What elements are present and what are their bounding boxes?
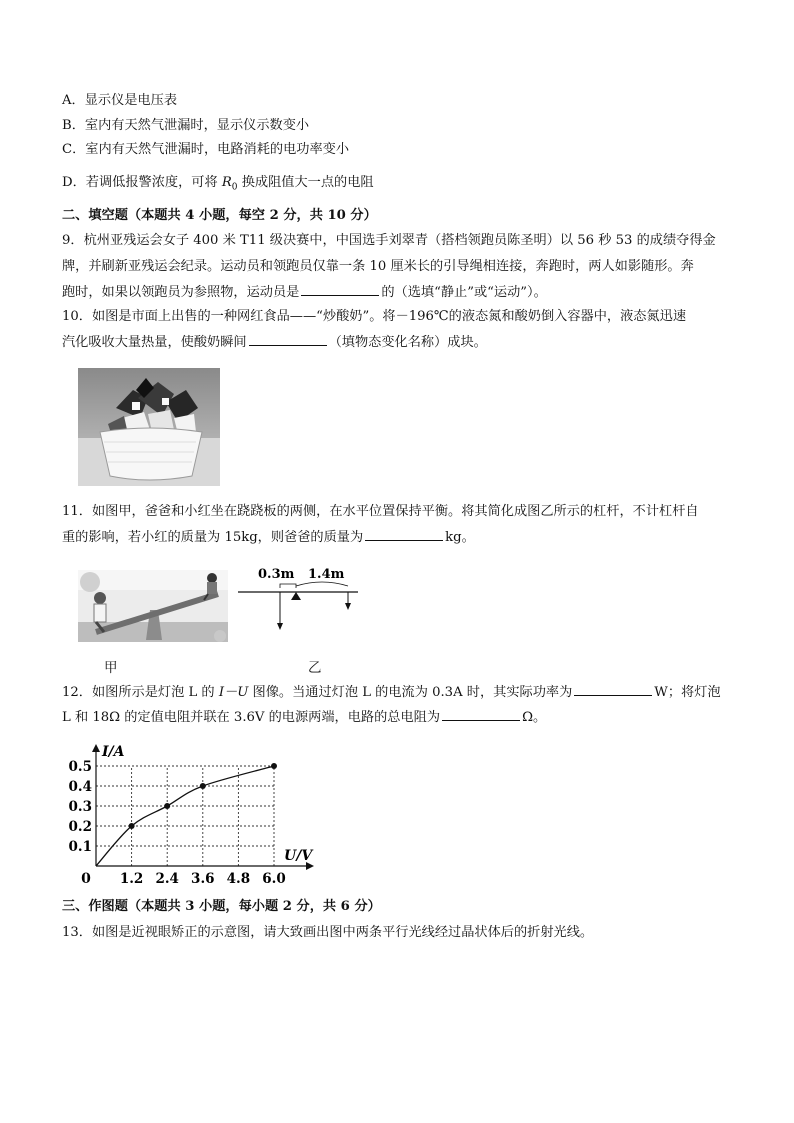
option-d-subscript: 0 <box>231 182 238 193</box>
lever-diagram <box>230 562 370 634</box>
q12-resistance-blank[interactable] <box>442 708 520 721</box>
x-tick-label: 4.8 <box>226 871 251 886</box>
y-tick-label: 0.1 <box>68 839 92 855</box>
figure-yi-caption: 乙 <box>308 660 322 676</box>
q11-line-2-post: kg。 <box>445 530 475 545</box>
option-c: C．室内有天然气泄漏时，电路消耗的电功率变小 <box>62 142 350 157</box>
option-b: B．室内有天然气泄漏时，显示仪示数变小 <box>62 118 310 133</box>
x-tick-label: 1.2 <box>119 871 144 886</box>
chart-grid <box>96 766 274 866</box>
q10-line-2-post: （填物态变化名称）成块。 <box>328 335 487 350</box>
y-axis-label: I/A <box>102 744 125 760</box>
q11-line-1: 11．如图甲，爸爸和小红坐在跷跷板的两侧，在水平位置保持平衡。将其简化成图乙所示的杠杆，不计杠杆自 <box>62 504 699 519</box>
option-a: A．显示仪是电压表 <box>62 93 178 108</box>
q9-line-3 <box>62 283 547 302</box>
q12-line-1-post: W；将灯泡 <box>654 685 721 700</box>
q10-line-2 <box>62 333 487 352</box>
data-point <box>164 803 170 809</box>
left-span-bracket <box>280 584 296 588</box>
figure-jia-caption: 甲 <box>104 660 118 676</box>
y-axis-arrow <box>92 744 100 752</box>
q13-line-1: 13．如图是近视眼矫正的示意图，请大致画出图中两条平行光线经过晶状体后的折射光线。 <box>62 925 594 940</box>
data-point <box>271 763 277 769</box>
origin-label: 0 <box>81 871 91 886</box>
q10-line-2-pre: 汽化吸收大量热量，使酸奶瞬间 <box>62 335 247 350</box>
q12-power-blank[interactable] <box>574 683 652 696</box>
x-tick-label: 2.4 <box>155 871 179 886</box>
iu-chart <box>62 744 332 886</box>
left-arm-label: 0.3m <box>258 567 295 582</box>
q12-line-1-pre: 12．如图所示是灯泡 L 的 <box>62 685 219 700</box>
x-tick-label: 6.0 <box>262 871 286 886</box>
fried-yogurt-photo <box>78 368 220 486</box>
q12-line-2-pre: L 和 18Ω 的定值电阻并联在 3.6V 的电源两端，电路的总电阻为 <box>62 710 441 725</box>
seesaw-photo <box>78 570 228 642</box>
q10-line-1: 10．如图是市面上出售的一种网红食品——“炒酸奶”。将－196℃的液态氮和酸奶倒入容器中，液态氮迅速 <box>62 309 687 324</box>
data-point <box>200 783 206 789</box>
y-tick-label: 0.5 <box>68 759 92 775</box>
x-tick-label: 3.6 <box>191 871 215 886</box>
q11-line-2 <box>62 528 475 547</box>
option-d-text-post: 换成阻值大一点的电阻 <box>237 175 374 190</box>
q12-line-1 <box>62 683 721 702</box>
y-tick-label: 0.2 <box>68 819 92 835</box>
fulcrum-triangle <box>291 592 301 600</box>
q9-answer-blank[interactable] <box>301 283 379 296</box>
q9-line-2: 牌，并刷新亚残运会纪录。运动员和领跑员仅靠一条 10 厘米长的引导绳相连接，奔跑时，两人如影随形。奔 <box>62 259 694 274</box>
q9-line-1: 9．杭州亚残运会女子 400 米 T11 级决赛中，中国选手刘翠青（搭档领跑员陈圣明）以 56 秒 53 的成绩夺得金 <box>62 233 716 248</box>
q12-line-2 <box>62 708 546 727</box>
option-d <box>62 174 374 197</box>
option-d-symbol: R <box>221 175 232 190</box>
right-force-arrow <box>345 603 351 610</box>
y-tick-label: 0.4 <box>68 779 92 795</box>
q9-line-3-pre: 跑时，如果以领跑员为参照物，运动员是 <box>62 285 300 300</box>
x-axis-label: U/V <box>284 848 313 864</box>
right-span-bracket <box>296 582 348 586</box>
q11-answer-blank[interactable] <box>365 528 443 541</box>
data-point <box>129 823 135 829</box>
iu-curve <box>96 766 274 866</box>
q12-formula: I－U <box>218 685 249 700</box>
q12-line-2-post: Ω。 <box>522 710 547 725</box>
section-3-title: 三、作图题（本题共 3 小题，每小题 2 分，共 6 分） <box>62 899 381 914</box>
left-force-arrow <box>277 623 283 630</box>
option-d-text-pre: D．若调低报警浓度，可将 <box>62 175 222 190</box>
q10-answer-blank[interactable] <box>249 333 327 346</box>
y-tick-label: 0.3 <box>68 799 92 815</box>
section-2-title: 二、填空题（本题共 4 小题，每空 2 分，共 10 分） <box>62 208 377 223</box>
right-arm-label: 1.4m <box>308 567 345 582</box>
q11-line-2-pre: 重的影响，若小红的质量为 15kg，则爸爸的质量为 <box>62 530 364 545</box>
chart-tick-labels <box>69 759 286 886</box>
q9-line-3-post: 的（选填“静止”或“运动”）。 <box>381 285 547 300</box>
q12-line-1-mid: 图像。当通过灯泡 L 的电流为 0.3A 时，其实际功率为 <box>248 685 573 700</box>
